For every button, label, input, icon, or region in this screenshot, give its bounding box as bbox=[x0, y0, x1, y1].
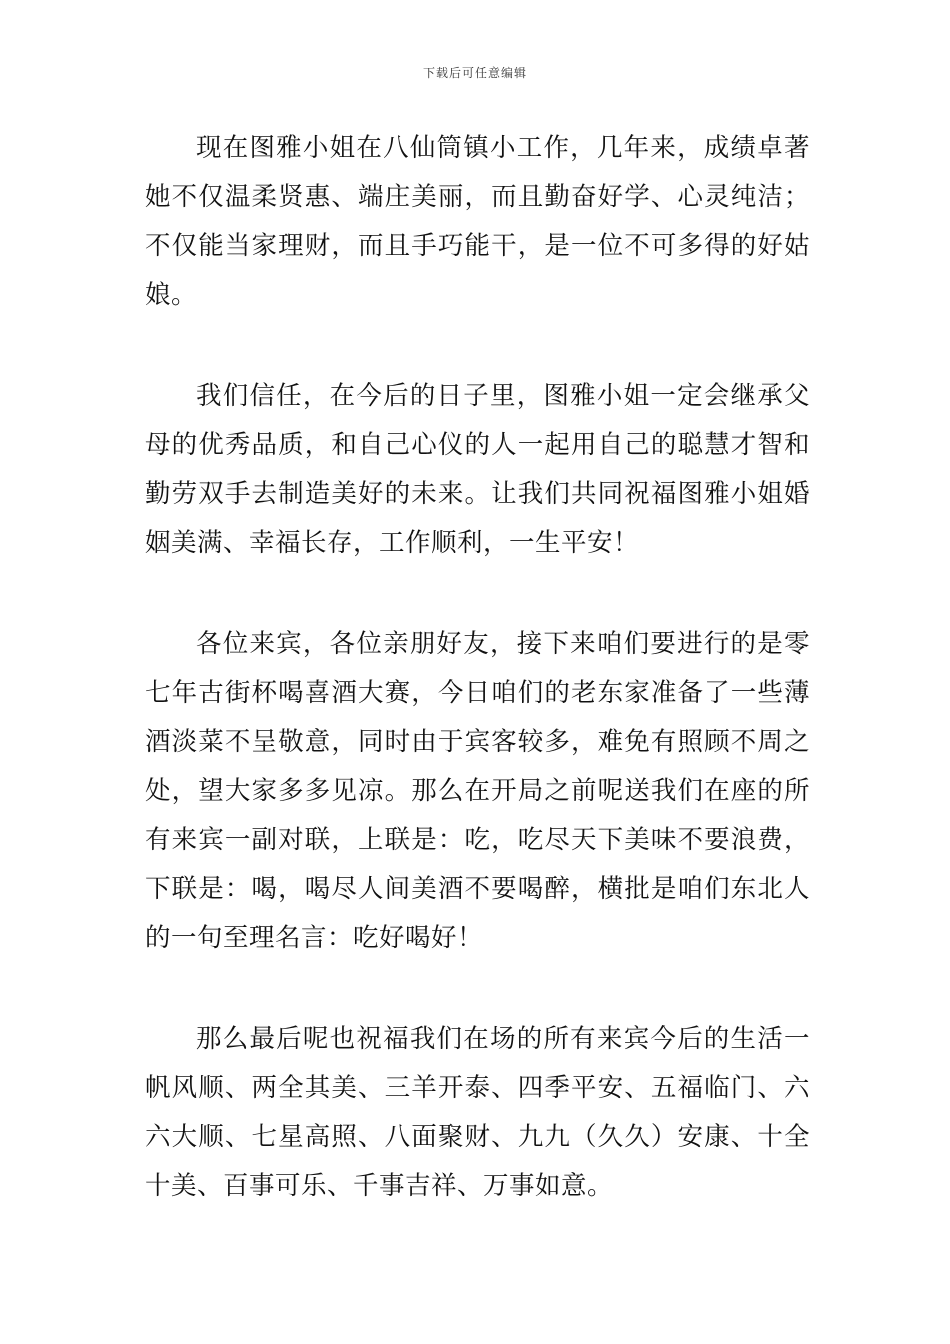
paragraph-closing-wishes: 那么最后呢也祝福我们在场的所有来宾今后的生活一帆风顺、两全其美、三羊开泰、四季平安、五福临门、六六大顺、七星高照、八面聚财、九九（久久）安康、十全十美、百事可乐、千事吉祥、万事如意。 bbox=[145, 1024, 810, 1201]
document-body bbox=[145, 124, 810, 1263]
paragraph-blessing-intro: 现在图雅小姐在八仙筒镇小工作，几年来，成绩卓著她不仅温柔贤惠、端庄美丽，而且勤奋好学、心灵纯洁；不仅能当家理财，而且手巧能干，是一位不可多得的好姑娘。 bbox=[145, 133, 810, 310]
page-header: 下载后可任意编辑 bbox=[422, 66, 527, 80]
paragraph-toast-couplet: 各位来宾，各位亲朋好友，接下来咱们要进行的是零七年古街杯喝喜酒大赛，今日咱们的老东家准备了一些薄酒淡菜不呈敬意，同时由于宾客较多，难免有照顾不周之处，望大家多多见凉。那么在开局之前呢送我们在座的所有来宾一副对联，上联是：吃，吃尽天下美味不要浪费，下联是：喝，喝尽人间美酒不要喝醉，横批是咱们东北人的一句至理名言：吃好喝好！ bbox=[145, 629, 810, 953]
paragraph-blessing-future: 我们信任，在今后的日子里，图雅小姐一定会继承父母的优秀品质，和自己心仪的人一起用自己的聪慧才智和勤劳双手去制造美好的未来。让我们共同祝福图雅小姐婚姻美满、幸福长存，工作顺利，一生平安！ bbox=[145, 381, 810, 558]
